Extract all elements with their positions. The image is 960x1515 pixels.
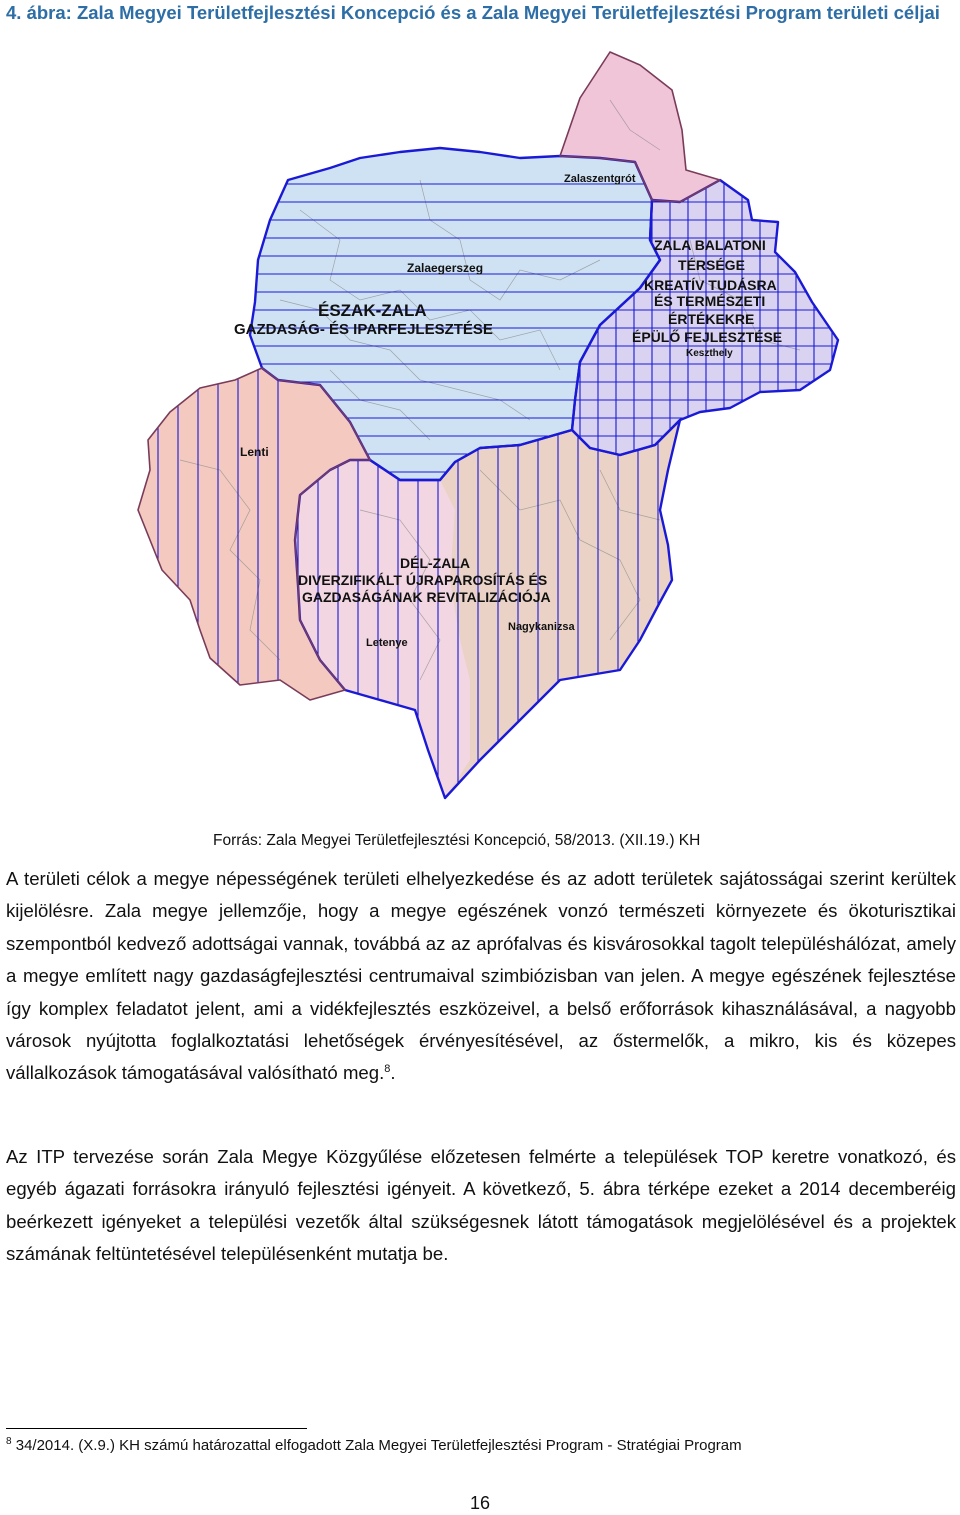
paragraph-1-text: A területi célok a megye népességének területi elhelyezkedése és az adott területek sajátosságai szerint kerültek kijelölésre. Zala megye jellemzője, hogy a megye egészének vonzó természeti környezete és ökoturisztikai szempontból kedvező adottságai vannak, továbbá az az aprófalvas és kisvárosokkal tagolt településhálózat, amely a megye említett nagy gazdaságfejlesztési centrumaival szimbiózisban van jelen. A megye egészének fejlesztése így komplex feladatot jelent, ami a vidékfejlesztés eszközeivel, a belső erőforrások kihasználásával, a nagyobb városok nyújtotta foglalkoztatási lehetőségek érvényesítésével, az őstermelők, a mikro, kis és közepes vállalkozások támogatásával valósítható meg. xyxy=(6,868,956,1084)
svg-text:ÉRTÉKEKRE: ÉRTÉKEKRE xyxy=(668,311,755,327)
svg-text:KREATÍV TUDÁSRA: KREATÍV TUDÁSRA xyxy=(644,277,777,293)
paragraph-2: Az ITP tervezése során Zala Megye Közgyűlése előzetesen felmérte a települések TOP keretre vonatkozó, és egyéb ágazati forrásokra irányuló fejlesztési igényeit. A következő, 5. ábra térképe ezeket a 2014 decemberéig beérkezett igényeket a települési vezetők által szükségesnek látott támogatások megjelölésével és a projektek számának feltüntetésével településenként mutatja be. xyxy=(6,1146,956,1265)
svg-text:DÉL-ZALA: DÉL-ZALA xyxy=(400,555,470,571)
svg-text:ÉSZAK-ZALA: ÉSZAK-ZALA xyxy=(318,301,427,320)
paragraph-1-end: . xyxy=(390,1062,396,1084)
svg-text:TÉRSÉGE: TÉRSÉGE xyxy=(678,257,745,273)
zala-county-map xyxy=(0,40,960,820)
svg-text:ZALA BALATONI: ZALA BALATONI xyxy=(654,237,766,253)
footnote-text: 34/2014. (X.9.) KH számú határozattal elfogadott Zala Megyei Területfejlesztési Program - Stratégiai Program xyxy=(15,1437,742,1454)
footnote-number: 8 xyxy=(6,1436,12,1447)
figure-source: Forrás: Zala Megyei Területfejlesztési Koncepció, 58/2013. (XII.19.) KH xyxy=(213,832,701,849)
footnote xyxy=(6,1437,742,1454)
footnote-ref[interactable]: 8 xyxy=(384,1063,391,1076)
footnote-separator xyxy=(6,1428,307,1429)
town-zalaszentgrot: Zalaszentgrót xyxy=(564,173,636,185)
svg-text:DIVERZIFIKÁLT ÚJRAPAROSÍTÁS ÉS: DIVERZIFIKÁLT ÚJRAPAROSÍTÁS ÉS xyxy=(298,572,548,588)
paragraph-1 xyxy=(6,863,956,1090)
town-lenti: Lenti xyxy=(240,445,269,459)
figure-title: 4. ábra: Zala Megyei Területfejlesztési Koncepció és a Zala Megyei Területfejlesztési Program területi céljai xyxy=(6,2,940,23)
svg-text:GAZDASÁGÁNAK REVITALIZÁCIÓJA: GAZDASÁGÁNAK REVITALIZÁCIÓJA xyxy=(302,589,551,605)
svg-text:GAZDASÁG- ÉS IPARFEJLESZTÉSE: GAZDASÁG- ÉS IPARFEJLESZTÉSE xyxy=(234,321,493,338)
town-keszthely: Keszthely xyxy=(686,348,733,359)
town-nagykanizsa: Nagykanizsa xyxy=(508,621,575,633)
south-zala-west-tint xyxy=(295,460,470,798)
town-letenye: Letenye xyxy=(366,637,408,649)
svg-text:ÉS TERMÉSZETI: ÉS TERMÉSZETI xyxy=(654,293,766,309)
svg-text:ÉPÜLŐ FEJLESZTÉSE: ÉPÜLŐ FEJLESZTÉSE xyxy=(632,329,783,345)
town-zalaegerszeg: Zalaegerszeg xyxy=(407,261,484,275)
page-number: 16 xyxy=(470,1493,491,1513)
